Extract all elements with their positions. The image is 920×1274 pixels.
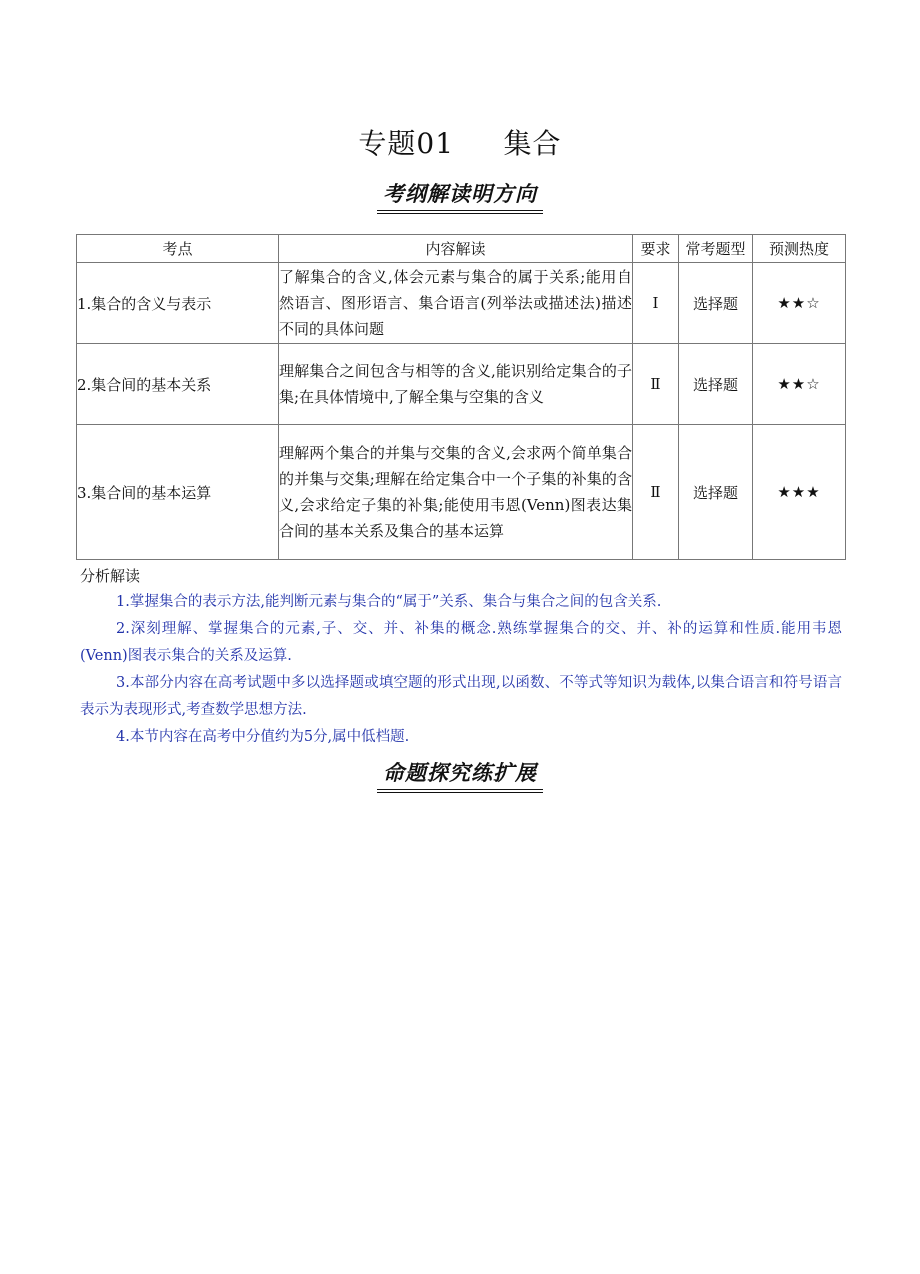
content-cell: 了解集合的含义,体会元素与集合的属于关系;能用自然语言、图形语言、集合语言(列举法或描述法)描述不同的具体问题	[279, 263, 633, 344]
header-heat: 预测热度	[753, 235, 846, 263]
analysis-paragraph: 2.深刻理解、掌握集合的元素,子、交、并、补集的概念.熟练掌握集合的交、并、补的运算和性质.能用韦恩(Venn)图表示集合的关系及运算.	[80, 621, 842, 664]
analysis-paragraph: 3.本部分内容在高考试题中多以选择题或填空题的形式出现,以函数、不等式等知识为载体,以集合语言和符号语言表示为表现形式,考查数学思想方法.	[80, 675, 842, 718]
table-header-row	[77, 235, 846, 263]
section-heading-syllabus	[0, 178, 920, 214]
content-cell: 理解集合之间包含与相等的含义,能识别给定集合的子集;在具体情境中,了解全集与空集的含义	[279, 344, 633, 425]
question-type-cell: 选择题	[679, 425, 753, 560]
analysis-label: 分析解读	[80, 568, 141, 585]
analysis-section	[80, 589, 842, 751]
question-type-cell: 选择题	[679, 344, 753, 425]
table-row	[77, 263, 846, 344]
section-heading-exploration-text: 命题探究练扩展	[377, 757, 543, 793]
table-row	[77, 425, 846, 560]
question-type-cell: 选择题	[679, 263, 753, 344]
requirement-cell: Ⅱ	[633, 344, 679, 425]
syllabus-table	[76, 234, 846, 560]
header-content: 内容解读	[279, 235, 633, 263]
requirement-cell: Ⅱ	[633, 425, 679, 560]
topic-cell: 2.集合间的基本关系	[77, 344, 279, 425]
heat-stars: ★★☆	[753, 344, 846, 425]
analysis-paragraph: 1.掌握集合的表示方法,能判断元素与集合的“属于”关系、集合与集合之间的包含关系.	[116, 594, 662, 610]
topic-cell: 1.集合的含义与表示	[77, 263, 279, 344]
header-topic: 考点	[77, 235, 279, 263]
section-heading-exploration	[0, 757, 920, 793]
topic-cell: 3.集合间的基本运算	[77, 425, 279, 560]
requirement-cell: Ⅰ	[633, 263, 679, 344]
header-requirement: 要求	[633, 235, 679, 263]
heat-stars: ★★☆	[753, 263, 846, 344]
page-title: 专题01 集合	[358, 127, 562, 160]
header-question-type: 常考题型	[679, 235, 753, 263]
analysis-paragraph: 4.本节内容在高考中分值约为5分,属中低档题.	[116, 729, 410, 745]
table-row	[77, 344, 846, 425]
heat-stars: ★★★	[753, 425, 846, 560]
section-heading-syllabus-text: 考纲解读明方向	[377, 178, 543, 214]
content-cell: 理解两个集合的并集与交集的含义,会求两个简单集合的并集与交集;理解在给定集合中一个子集的补集的含义,会求给定子集的补集;能使用韦恩(Venn)图表达集合间的基本关系及集合的基本运算	[279, 425, 633, 560]
